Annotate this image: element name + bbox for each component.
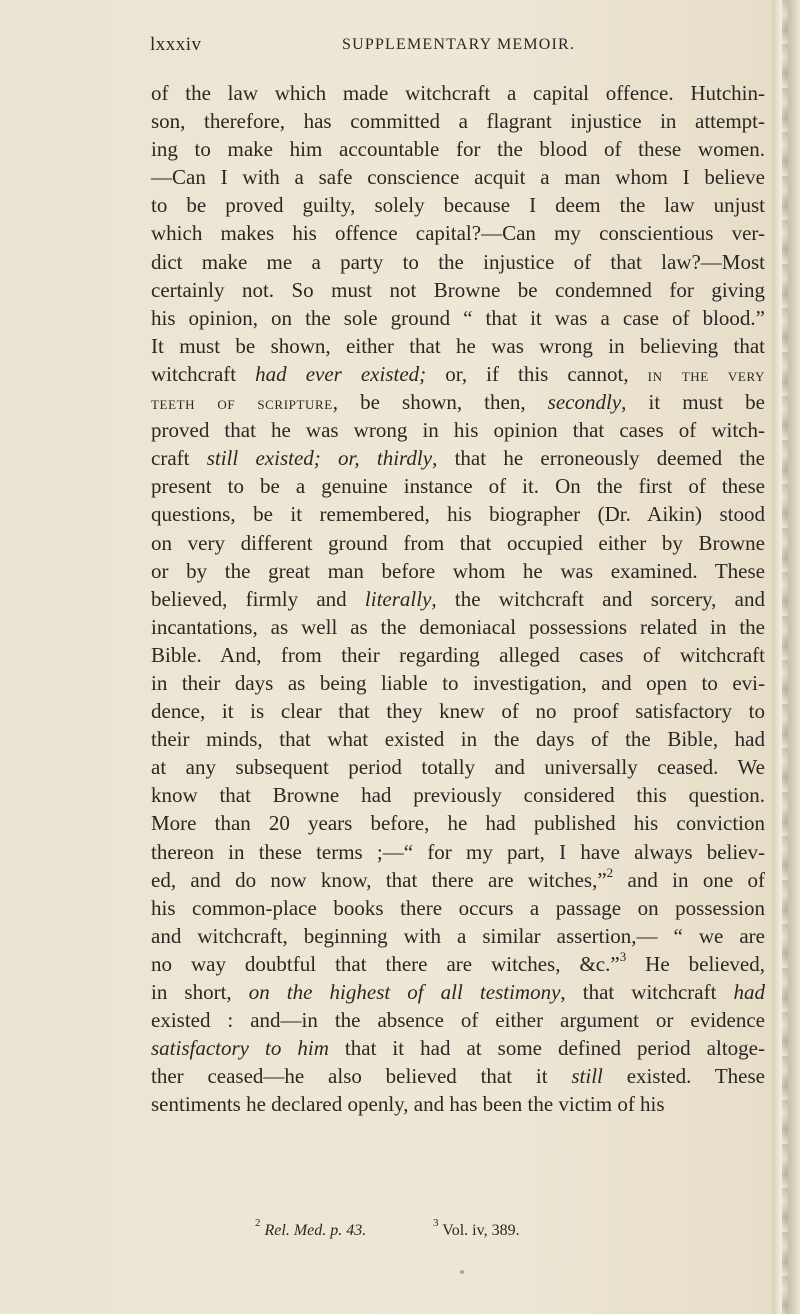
text-line: their minds, that what existed in the days of the Bible, had xyxy=(151,727,765,752)
italic-run: satisfactory to him xyxy=(151,1036,329,1061)
text-line xyxy=(151,1034,765,1062)
footnote xyxy=(433,1216,520,1240)
text-run: craft xyxy=(151,446,207,471)
text-line: his opinion, on the sole ground “ that it was a case of blood.” xyxy=(151,305,765,330)
italic-run: secondly xyxy=(547,390,622,415)
text-line xyxy=(151,978,765,1006)
text-run: believed, firmly and xyxy=(151,586,365,611)
text-line: More than 20 years before, he had published his conviction xyxy=(151,811,765,836)
text-run: ed, and do now know, that there are witches,” xyxy=(151,867,607,892)
text-line: son, therefore, has committed a flagrant injustice in attempt- xyxy=(151,109,765,134)
text-line: which makes his offence capital?—Can my conscientious ver- xyxy=(151,221,765,246)
page-number: lxxxiv xyxy=(150,34,202,55)
text-line: —Can I with a safe conscience acquit a man whom I believe xyxy=(151,165,765,190)
footnote-ref: 3 xyxy=(619,948,627,964)
footnote-ref: 2 xyxy=(606,864,614,880)
text-run: He believed, xyxy=(626,951,765,976)
text-line: thereon in these terms ;—“ for my part, I have always believ- xyxy=(151,839,765,864)
italic-run: had xyxy=(733,980,765,1004)
text-line: existed : and—in the absence of either argument or evidence xyxy=(151,1008,765,1033)
footnote-mark: 2 xyxy=(255,1216,261,1229)
running-head: SUPPLEMENTARY MEMOIR. xyxy=(342,36,576,53)
text-run: in short, xyxy=(151,980,249,1004)
text-line xyxy=(151,866,765,894)
text-line xyxy=(151,444,765,472)
text-line: to be proved guilty, solely because I deem the law unjust xyxy=(151,193,765,218)
text-line: dence, it is clear that they knew of no proof satisfactory to xyxy=(151,699,765,724)
footnote xyxy=(255,1216,367,1240)
text-line: sentiments he declared openly, and has been the victim of his xyxy=(151,1092,665,1117)
text-run: , the witchcraft and sorcery, and xyxy=(431,586,765,611)
body-text xyxy=(151,79,765,1118)
text-line xyxy=(151,1062,765,1090)
text-run: witchcraft xyxy=(151,361,256,386)
text-line: It must be shown, either that he was wrong in believing that xyxy=(151,333,765,358)
text-line: proved that he was wrong in his opinion that cases of witch- xyxy=(151,418,765,443)
page-speck xyxy=(460,1270,464,1274)
footnote-text: Rel. Med. p. 43. xyxy=(264,1222,367,1239)
italic-run: still existed; or, thirdly xyxy=(206,446,433,471)
text-line xyxy=(151,585,765,613)
text-line xyxy=(151,950,765,978)
small-caps-run: teeth of scripture xyxy=(151,393,333,415)
text-line: at any subsequent period totally and universally ceased. We xyxy=(151,755,765,780)
text-line xyxy=(151,388,765,416)
text-line xyxy=(151,360,765,388)
small-caps-run: in the very xyxy=(647,364,765,386)
text-run: , that witchcraft xyxy=(560,980,734,1004)
text-line: of the law which made witchcraft a capital offence. Hutchin- xyxy=(151,81,765,105)
text-line: and witchcraft, beginning with a similar assertion,— “ we are xyxy=(151,923,765,948)
text-run: ther ceased—he also believed that it xyxy=(151,1064,572,1089)
text-line: his common-place books there occurs a passage on possession xyxy=(151,895,765,920)
text-line: certainly not. So must not Browne be condemned for giving xyxy=(151,277,765,302)
text-line: incantations, as well as the demoniacal possessions related in the xyxy=(151,614,765,639)
text-run: , that he erroneously deemed the xyxy=(432,446,765,471)
italic-run: literally xyxy=(364,586,432,611)
italic-run: on the highest of all testimony xyxy=(248,980,561,1004)
text-line: know that Browne had previously considered this question. xyxy=(151,783,765,808)
footnote-mark: 3 xyxy=(433,1216,439,1229)
italic-run: still xyxy=(571,1064,603,1089)
text-run: existed. These xyxy=(602,1064,765,1089)
text-run: no way doubtful that there are witches, &c.” xyxy=(151,951,620,976)
text-line: or by the great man before whom he was examined. These xyxy=(151,558,765,583)
text-line: Bible. And, from their regarding alleged cases of witchcraft xyxy=(151,642,765,667)
italic-run: had ever existed; xyxy=(255,361,427,386)
text-line: present to be a genuine instance of it. On the first of these xyxy=(151,474,765,499)
text-run: and in one of xyxy=(613,867,765,892)
text-line: dict make me a party to the injustice of that law?—Most xyxy=(151,249,765,274)
binding-gutter xyxy=(772,0,800,1314)
text-run: , be shown, then, xyxy=(332,390,548,415)
text-run: , it must be xyxy=(621,390,765,415)
text-line: ing to make him accountable for the blood of these women. xyxy=(151,137,765,162)
text-run: or, if this cannot, xyxy=(426,361,648,386)
page-header xyxy=(150,34,750,60)
text-line: in their days as being liable to investigation, and open to evi- xyxy=(151,670,765,695)
footnote-text: Vol. iv, 389. xyxy=(442,1222,520,1239)
text-line: on very different ground from that occupied either by Browne xyxy=(151,530,765,555)
text-run: that it had at some defined period altoge- xyxy=(328,1036,765,1061)
text-line: questions, be it remembered, his biographer (Dr. Aikin) stood xyxy=(151,502,765,527)
